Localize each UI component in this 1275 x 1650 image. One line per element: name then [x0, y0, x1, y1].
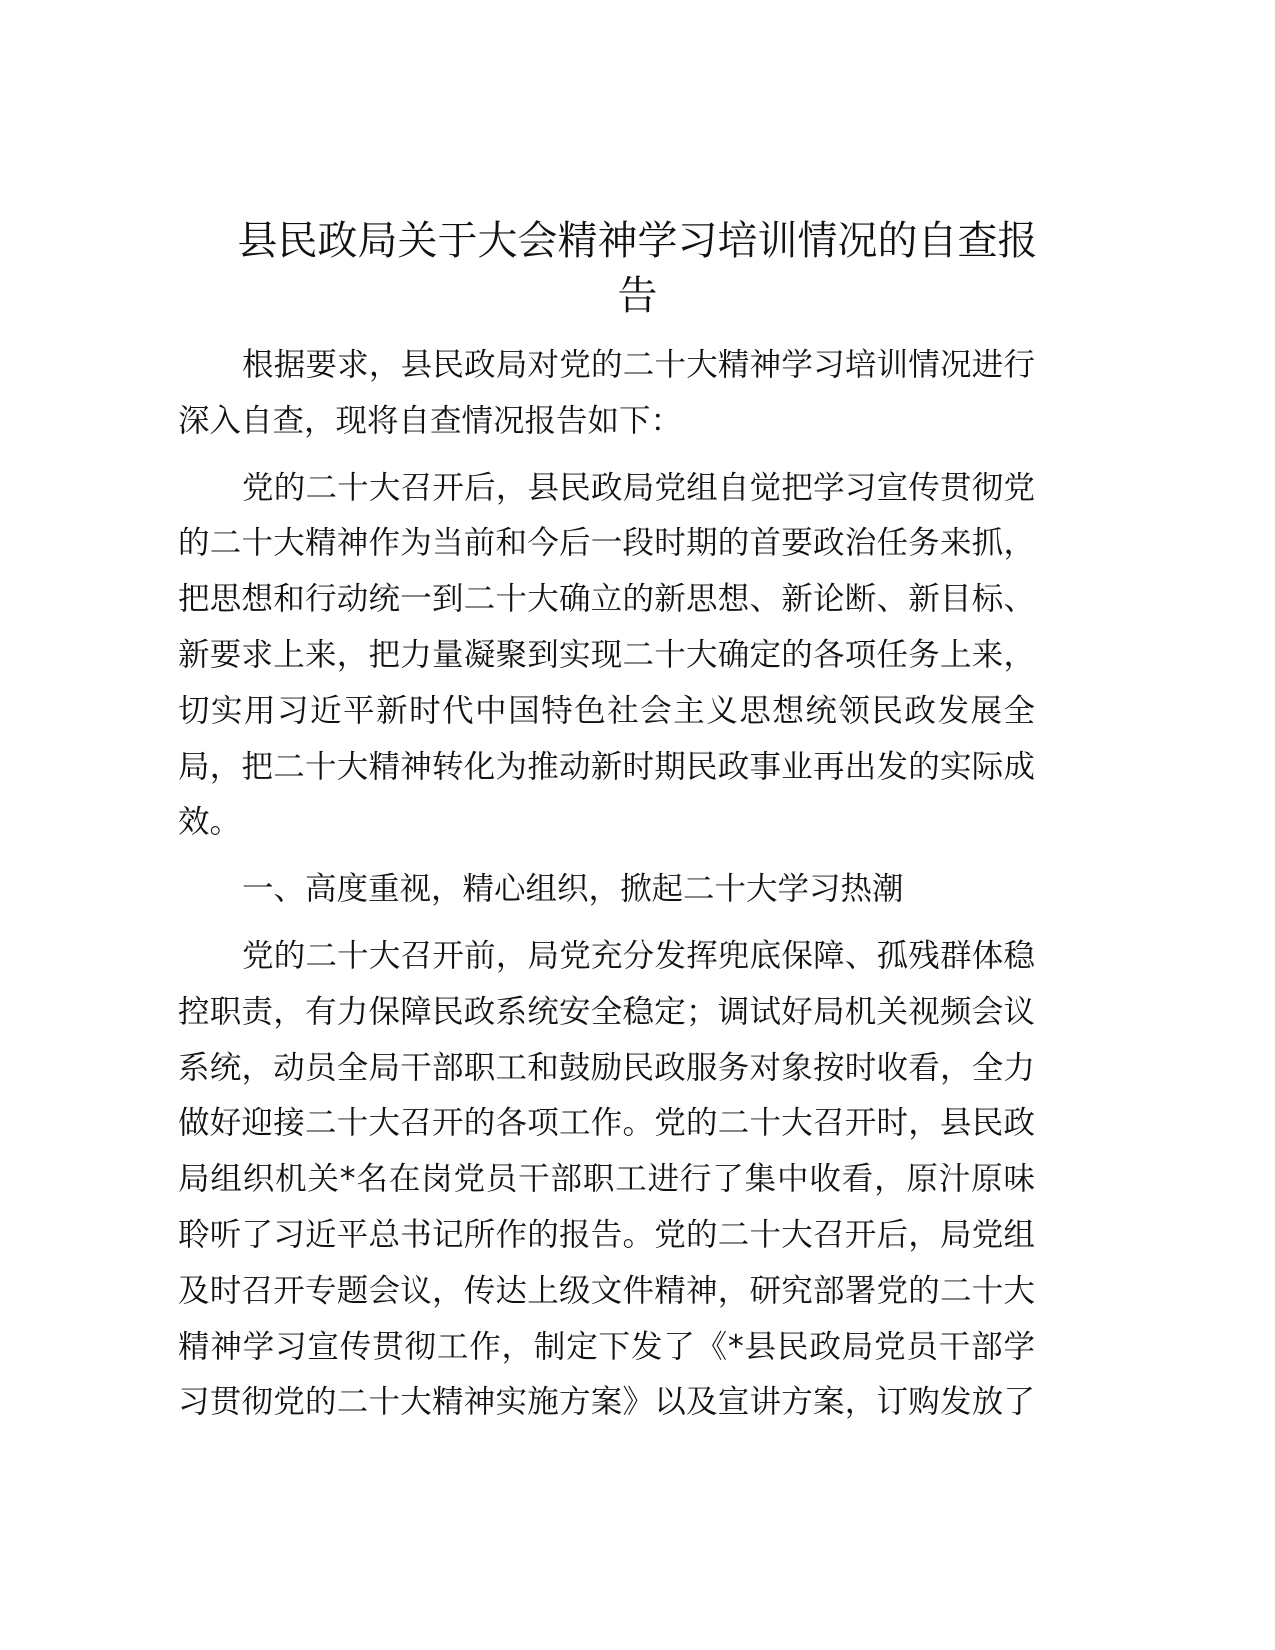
section-heading — [178, 862, 1035, 918]
text-line: 控职责，有力保障民政系统安全稳定；调试好局机关视频会议 — [178, 993, 1035, 1030]
paragraph — [178, 929, 1035, 1431]
text-line: 局组织机关*名在岗党员干部职工进行了集中收看，原汁原味 — [178, 1161, 1035, 1198]
text-line: 做好迎接二十大召开的各项工作。党的二十大召开时，县民政 — [178, 1105, 1035, 1142]
text-line: 一、高度重视，精心组织，掀起二十大学习热潮 — [242, 871, 904, 908]
text-line: 把思想和行动统一到二十大确立的新思想、新论断、新目标、 — [178, 581, 1035, 618]
paragraph — [178, 461, 1035, 852]
paragraph — [178, 338, 1035, 450]
document-body — [178, 338, 1035, 1442]
text-line: 局，把二十大精神转化为推动新时期民政事业再出发的实际成 — [178, 748, 1035, 785]
text-line: 习贯彻党的二十大精神实施方案》以及宣讲方案，订购发放了 — [178, 1384, 1035, 1421]
text-line: 系统，动员全局干部职工和鼓励民政服务对象按时收看，全力 — [178, 1049, 1035, 1086]
text-line: 深入自查，现将自查情况报告如下： — [178, 402, 683, 439]
document-title-line-2: 告 — [617, 273, 658, 319]
text-line: 聆听了习近平总书记所作的报告。党的二十大召开后，局党组 — [178, 1216, 1035, 1253]
text-line: 精神学习宣传贯彻工作，制定下发了《*县民政局党员干部学 — [178, 1328, 1035, 1365]
document-title-line-1: 县民政局关于大会精神学习培训情况的自查报 — [237, 218, 1038, 264]
text-line: 根据要求，县民政局对党的二十大精神学习培训情况进行 — [242, 347, 1035, 383]
text-line: 党的二十大召开后，县民政局党组自觉把学习宣传贯彻党 — [242, 469, 1035, 506]
text-line: 及时召开专题会议，传达上级文件精神，研究部署党的二十大 — [178, 1272, 1035, 1309]
text-line: 党的二十大召开前，局党充分发挥兜底保障、孤残群体稳 — [242, 937, 1035, 974]
text-line: 效。 — [178, 804, 242, 841]
text-line: 切实用习近平新时代中国特色社会主义思想统领民政发展全 — [178, 692, 1035, 729]
text-line: 的二十大精神作为当前和今后一段时期的首要政治任务来抓， — [178, 525, 1035, 562]
text-line: 新要求上来，把力量凝聚到实现二十大确定的各项任务上来， — [178, 636, 1035, 673]
